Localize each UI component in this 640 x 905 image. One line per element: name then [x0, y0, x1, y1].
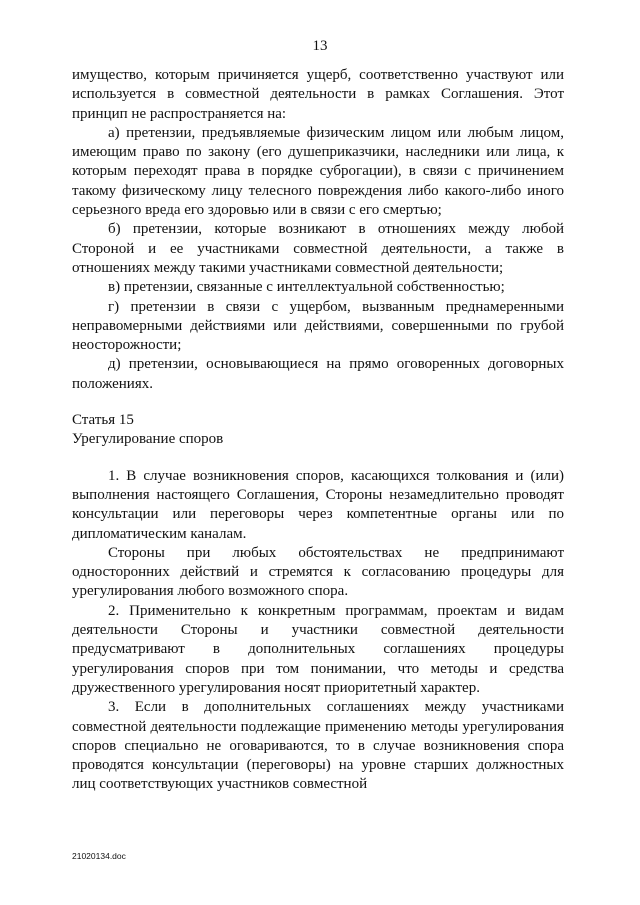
article-heading: [72, 411, 564, 450]
document-filename: 21020134.doc: [72, 851, 126, 861]
paragraph-continuation: имущество, которым причиняется ущерб, соответственно участвуют или используется в совместной деятельности в рамках Соглашения. Этот принцип не распространяется на:: [72, 67, 564, 122]
paragraph-clause-3: 3. Если в дополнительных соглашениях между участниками совместной деятельности подлежащие применению методы урегулирования споров специально не оговариваются, то в случае возникновения спора проводятся консультации (переговоры) на уровне старших должностных лиц соответствующих участников совместной: [72, 699, 564, 793]
paragraph-item-g: г) претензии в связи с ущербом, вызванным преднамеренными неправомерными действиями или действиями, совершенными по грубой неосторожности;: [72, 298, 564, 354]
paragraph-item-d: д) претензии, основывающиеся на прямо оговоренных договорных положениях.: [72, 356, 564, 392]
paragraph-clause-1: 1. В случае возникновения споров, касающихся толкования и (или) выполнения настоящего Соглашения, Стороны незамедлительно проводят консультации или переговоры через компетентные органы или по дипломатическим каналам.: [72, 467, 564, 542]
paragraph-item-a: а) претензии, предъявляемые физическим лицом или любым лицом, имеющим право по закону (его душеприказчики, наследники или лица, к которым переходят права в порядке суброгации), в связи с причинением такому физическому лицу телесного повреждения либо какого-либо иного серьезного вреда его здоровью или в связи с его смертью;: [72, 124, 564, 219]
article-title: Урегулирование споров: [72, 431, 224, 448]
article-number: Статья 15: [72, 412, 134, 429]
paragraph-clause-2: 2. Применительно к конкретным программам, проектам и видам деятельности Стороны и участники совместной деятельности предусматривают в дополнительных соглашениях процедуры урегулирования споров при том понимании, что методы и средства дружественного урегулирования носят приоритетный характер.: [72, 602, 564, 696]
paragraph-item-b: б) претензии, которые возникают в отношениях между любой Стороной и ее участниками совместной деятельности, а также в отношениях между такими участниками совместной деятельности;: [72, 221, 564, 276]
paragraph-clause-1-continued: Стороны при любых обстоятельствах не предпринимают односторонних действий и стремятся к согласованию процедуры для урегулирования любого возможного спора.: [72, 544, 564, 600]
paragraph-item-v: в) претензии, связанные с интеллектуальной собственностью;: [108, 279, 505, 296]
page-number: 13: [312, 38, 328, 54]
document-body: [72, 66, 564, 795]
